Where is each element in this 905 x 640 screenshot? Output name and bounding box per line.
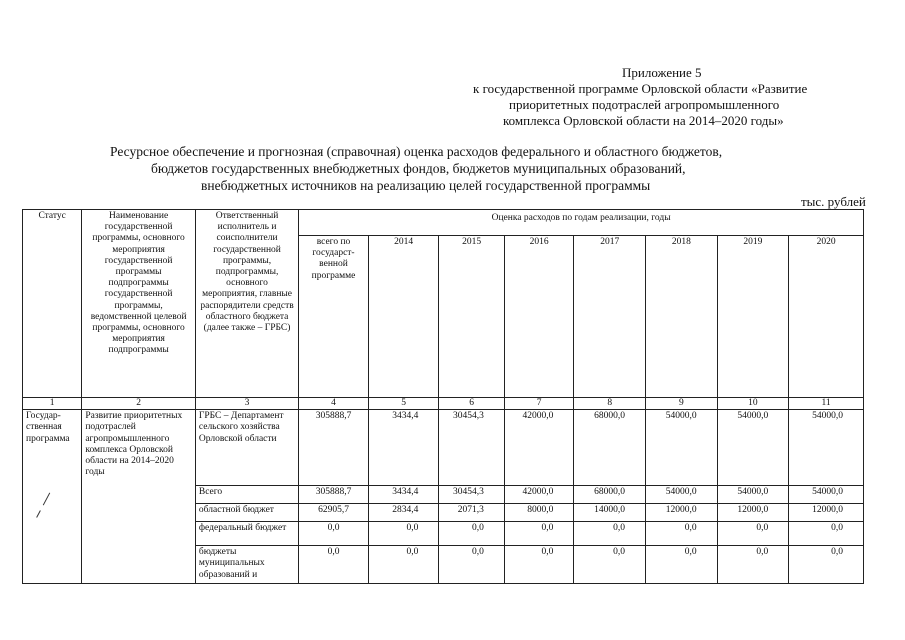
value-cell: 54000,0 [646,486,718,504]
value-cell: 0,0 [504,546,574,584]
header-program-name: Наименование государственной программы, основного мероприятия государственной программы подпрограммы государственной программы, ведомственной целевой программы, основного мероприятия подпрограммы [82,210,196,398]
value-cell: 54000,0 [789,486,864,504]
appendix-subtitle-line1: к государственной программе Орловской области «Развитие [473,81,808,96]
row-total: 62905,7 [299,504,369,522]
value-cell: 8000,0 [504,504,574,522]
value-cell: 2071,3 [439,504,504,522]
document-title-line1: Ресурсное обеспечение и прогнозная (справочная) оценка расходов федерального и областного бюджетов, [110,144,723,159]
appendix-title: Приложение 5 [622,65,702,80]
value-cell: 0,0 [439,522,504,546]
header-year-2016: 2016 [504,236,574,398]
value-cell: 0,0 [574,522,646,546]
value-cell: 0,0 [646,522,718,546]
header-year-2018: 2018 [646,236,718,398]
column-number: 3 [195,398,298,410]
appendix-subtitle-line3: комплекса Орловской области на 2014–2020 годы» [503,113,784,128]
value-cell: 0,0 [789,522,864,546]
value-cell: 54000,0 [789,410,864,486]
header-responsible: Ответственный исполнитель и соисполнители государственной программы, подпрограммы, основного мероприятия, главные распорядители средств областного бюджета (далее также – ГРБС) [195,210,298,398]
status-cell: Государ-ственная программа [23,410,82,584]
value-cell: 30454,3 [439,486,504,504]
column-number: 10 [717,398,789,410]
value-cell: 14000,0 [574,504,646,522]
column-number: 5 [368,398,439,410]
value-cell: 0,0 [368,522,439,546]
column-number: 1 [23,398,82,410]
header-total: всего по государст-венной программе [299,236,369,398]
row-total: 0,0 [299,522,369,546]
row-label: федеральный бюджет [195,522,298,546]
value-cell: 0,0 [717,522,789,546]
table-row [23,410,864,486]
column-number: 7 [504,398,574,410]
value-cell: 0,0 [717,546,789,584]
row-total: 0,0 [299,546,369,584]
value-cell: 42000,0 [504,410,574,486]
row-total: 305888,7 [299,410,369,486]
column-number: 6 [439,398,504,410]
value-cell: 0,0 [368,546,439,584]
value-cell: 0,0 [646,546,718,584]
header-year-2020: 2020 [789,236,864,398]
row-label: ГРБС – Департамент сельского хозяйства Орловской области [195,410,298,486]
document-title-line2: бюджетов государственных внебюджетных фондов, бюджетов муниципальных образований, [151,161,686,176]
appendix-subtitle-line2: приоритетных подотраслей агропромышленного [509,97,780,112]
resource-table [22,209,864,584]
value-cell: 30454,3 [439,410,504,486]
header-year-2014: 2014 [368,236,439,398]
value-cell: 54000,0 [717,410,789,486]
value-cell: 0,0 [574,546,646,584]
header-expense-estimate: Оценка расходов по годам реализации, годы [299,210,864,236]
row-total: 305888,7 [299,486,369,504]
document-title-line3: внебюджетных источников на реализацию целей государственной программы [201,178,651,193]
column-number: 9 [646,398,718,410]
header-year-2017: 2017 [574,236,646,398]
value-cell: 3434,4 [368,486,439,504]
column-number: 11 [789,398,864,410]
value-cell: 54000,0 [717,486,789,504]
value-cell: 42000,0 [504,486,574,504]
value-cell: 68000,0 [574,486,646,504]
header-status: Статус [23,210,82,398]
value-cell: 0,0 [504,522,574,546]
header-year-2019: 2019 [717,236,789,398]
column-numbers-row [23,398,864,410]
row-label: бюджеты муниципальных образований и [195,546,298,584]
value-cell: 12000,0 [717,504,789,522]
column-number: 2 [82,398,196,410]
value-cell: 2834,4 [368,504,439,522]
value-cell: 12000,0 [789,504,864,522]
value-cell: 3434,4 [368,410,439,486]
value-cell: 68000,0 [574,410,646,486]
row-label: областной бюджет [195,504,298,522]
program-name-cell: Развитие приоритетных подотраслей агропромышленного комплекса Орловской области на 2014–2020 годы [82,410,196,584]
value-cell: 0,0 [439,546,504,584]
value-cell: 0,0 [789,546,864,584]
column-number: 4 [299,398,369,410]
value-cell: 12000,0 [646,504,718,522]
value-cell: 54000,0 [646,410,718,486]
units-label: тыс. рублей [801,194,866,209]
row-label: Всего [195,486,298,504]
header-year-2015: 2015 [439,236,504,398]
column-number: 8 [574,398,646,410]
